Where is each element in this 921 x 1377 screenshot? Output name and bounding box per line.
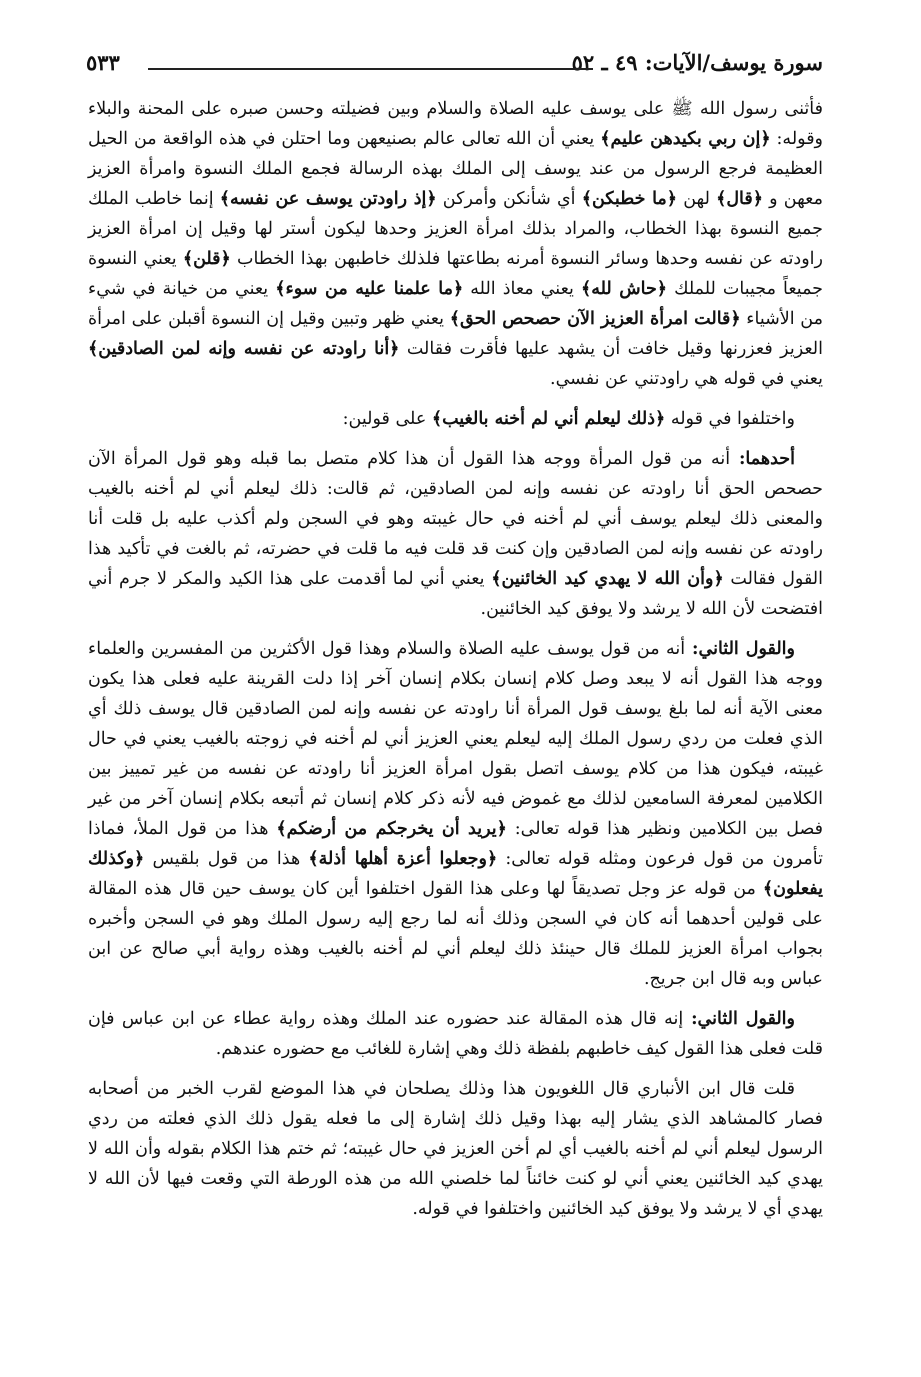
text-run: يعني ظهر وتبين وقيل إن النسوة أقبلن على امرأة العزيز فعزرنها وقيل خافت أن يشهد عليها فأقرت فقالت xyxy=(88,309,823,359)
page-body xyxy=(88,94,823,1234)
paragraph xyxy=(88,1004,823,1064)
text-run: إنما خاطب الملك جميع النسوة بهذا الخطاب، والمراد بذلك امرأة العزيز وحدها ليكون أستر لها وقيل إن امرأة العزيز راودته عن نفسه وحدها وسائر النسوة أمرنه بطاعتها فلذلك خاطبهن بهذا الخطاب xyxy=(88,189,823,269)
text-run: هذا من قول الملأ، فماذا تأمرون من قول فرعون ومثله قوله تعالى: xyxy=(88,819,823,869)
paragraph xyxy=(88,634,823,994)
quran-quote: ﴿قالت امرأة العزيز الآن حصحص الحق﴾ xyxy=(449,309,741,329)
paragraph xyxy=(88,94,823,394)
running-title: سورة يوسف/الآيات: ٤٩ ـ ٥٢ xyxy=(562,50,823,75)
quran-quote: ﴿يريد أن يخرجكم من أرضكم﴾ xyxy=(276,819,507,839)
text-run: واختلفوا في قوله xyxy=(665,409,795,429)
text-run: أنه من قول المرأة ووجه هذا القول أن هذا كلام متصل بما قبله وهو قول المرأة الآن حصحص الحق أنا راودته عن نفسه وإنه لمن الصادقين، ثم قالت: ذلك ليعلم أني لم أخنه بالغيب والمعنى ذلك ليعلم يوسف أني لم أخنه في حال غيبته وهو في السجن ولم أكذب عليه بل قلت أنا راودته عن نفسه وإنه لمن الصادقين وإن كنت قد قلت فيه ما قلت في حضرته، ثم بالغت في تأكيد هذا القول فقالت xyxy=(88,449,824,589)
text-run: هذا من قول بلقيس xyxy=(144,849,309,869)
text-run: على قولين: xyxy=(342,409,432,429)
quran-quote: ﴿قال﴾ xyxy=(716,189,763,209)
text-run: يعني معاذ الله xyxy=(463,279,581,299)
page-number: ٥٣٣ xyxy=(86,50,120,75)
paragraph xyxy=(88,404,823,434)
text-run: لهن xyxy=(677,189,717,209)
quran-quote: ﴿أنا راودته عن نفسه وإنه لمن الصادقين﴾ xyxy=(88,339,400,359)
text-run: يعني في قوله هي راودتني عن نفسي. xyxy=(550,369,823,389)
text-run: يعني أني لما أقدمت على هذا الكيد والمكر لا جرم أني افتضحت لأن الله لا يرشد ولا يوفق كيد الخائنين. xyxy=(88,569,823,619)
page-header xyxy=(86,46,823,86)
quran-quote: ﴿قلن﴾ xyxy=(182,249,231,269)
text-run: فأثنى رسول الله ﷺ على يوسف عليه الصلاة والسلام وبين فضيلته وحسن صبره على المحنة والبلاء وقوله: xyxy=(88,99,824,149)
quran-quote: ﴿إن ربي بكيدهن عليم﴾ xyxy=(600,129,771,149)
paragraph-lead: أحدهما: xyxy=(730,449,795,469)
text-run: إنه قال هذه المقالة عند حضوره عند الملك وهذه رواية عطاء عن ابن عباس فإن قلت فعلى هذا القول كيف خاطبهم بلفظة ذلك وهي إشارة للغائب مع حضوره عندهم. xyxy=(88,1009,823,1059)
quran-quote: ﴿إذ راودتن يوسف عن نفسه﴾ xyxy=(219,189,437,209)
text-run: أي شأنكن وأمركن xyxy=(436,189,582,209)
quran-quote: ﴿ما علمنا عليه من سوء﴾ xyxy=(275,279,464,299)
header-rule xyxy=(148,68,593,70)
paragraph-lead: والقول الثاني: xyxy=(685,639,795,659)
text-run: من قوله عز وجل تصديقاً لها وعلى هذا القول اختلفوا أين كان يوسف حين قال هذه المقالة على قولين أحدهما أنه كان في السجن وذلك أنه لما رجع إليه رسول الملك وهو في السجن وأخبره بجواب امرأة العزيز للملك قال حينئذ ذلك ليعلم أني لم أخنه بالغيب وهذه رواية أبي صالح عن ابن عباس وبه قال ابن جريج. xyxy=(88,879,823,989)
quran-quote: ﴿ذلك ليعلم أني لم أخنه بالغيب﴾ xyxy=(431,409,666,429)
paragraph xyxy=(88,1074,823,1224)
text-run: يعني أن الله تعالى عالم بصنيعهن وما احتلن في هذه الواقعة من الحيل العظيمة فرجع الرسول من عند يوسف إلى الملك بهذه الرسالة فجمع الملك النسوة وامرأة العزيز معهن و xyxy=(88,129,823,209)
text-run: يعني النسوة جميعاً مجيبات للملك xyxy=(88,249,823,299)
text-run: أنه من قول يوسف عليه الصلاة والسلام وهذا قول الأكثرين من المفسرين والعلماء ووجه هذا القول أنه لا يبعد وصل كلام إنسان بكلام إنسان آخر إذا دلت القرينة عليه فعلى هذا يكون معنى الآية أنه لما بلغ يوسف قول المرأة أنا راودته عن نفسه وإنه لمن الصادقين قال يوسف ذلك أي الذي فعلت من ردي رسول الملك إليه ليعلم يعني العزيز أني لم أخنه في زوجته بالغيب يعني في حال غيبته، فيكون هذا من كلام يوسف اتصل بقول امرأة العزيز أنا راودته عن نفسه من غير تمييز بين الكلامين لمعرفة السامعين لذلك مع غموض فيه لأنه ذكر كلام إنسان ثم أتبعه بكلام إنسان آخر من غير فصل بين الكلامين ونظير هذا قوله تعالى: xyxy=(88,639,823,839)
text-run: قلت قال ابن الأنباري قال اللغويون هذا وذلك يصلحان في هذا الموضع لقرب الخبر من أصحابه فصار كالمشاهد الذي يشار إليه بهذا وقيل ذلك إشارة إلى ما فعله يقول ذلك الذي فعلته من ردي الرسول ليعلم أني لم أخنه بالغيب أي لم أخن العزيز في حال غيبته؛ ثم ختم هذا الكلام بقوله وأن الله لا يهدي كيد الخائنين يعني أني لو كنت خائناً لما خلصني الله من هذه الورطة التي وقعت فيها لأن الله لا يهدي أي لا يرشد ولا يوفق كيد الخائنين واختلفوا في قوله. xyxy=(88,1079,823,1219)
quran-quote: ﴿وأن الله لا يهدي كيد الخائنين﴾ xyxy=(491,569,724,589)
paragraph-lead: والقول الثاني: xyxy=(683,1009,795,1029)
quran-quote: ﴿وجعلوا أعزة أهلها أذلة﴾ xyxy=(308,849,498,869)
text-run: يعني من خيانة في شيء من الأشياء xyxy=(88,279,824,329)
quran-quote: ﴿وكذلك يفعلون﴾ xyxy=(88,849,823,899)
quran-quote: ﴿ما خطبكن﴾ xyxy=(581,189,678,209)
quran-quote: ﴿حاش لله﴾ xyxy=(580,279,668,299)
paragraph xyxy=(88,444,823,624)
